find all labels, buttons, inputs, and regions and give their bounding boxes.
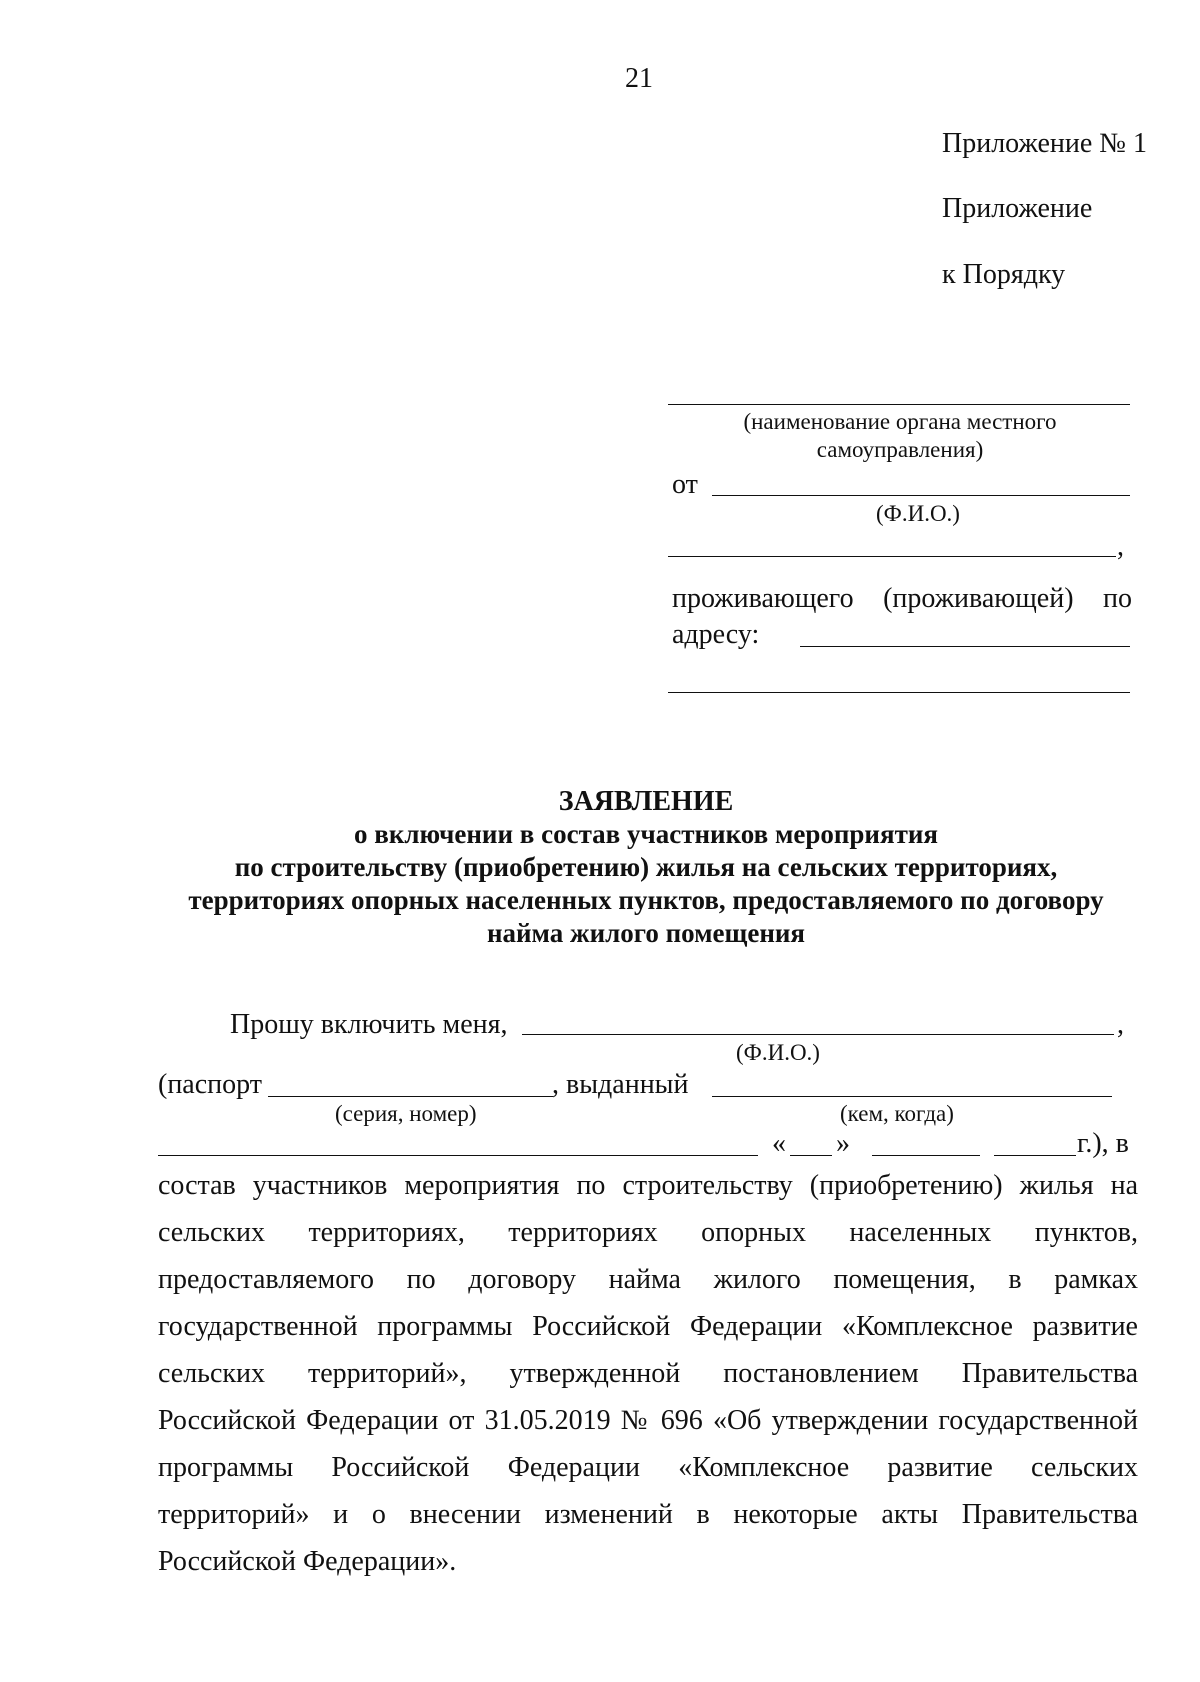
date-month-line: [872, 1155, 980, 1156]
document-title: ЗАЯВЛЕНИЕ: [558, 786, 734, 817]
address-line-2: [668, 692, 1130, 693]
series-hint: (серия, номер): [335, 1101, 477, 1126]
residing-word-2: (проживающей): [883, 583, 1074, 614]
from-label: от: [672, 469, 698, 500]
address-line-1: [800, 646, 1130, 647]
applicant-fio-hint: (Ф.И.О.): [876, 501, 960, 526]
page-number: 21: [625, 63, 653, 94]
applicant-name-line: [712, 495, 1130, 496]
passport-series-line: [268, 1096, 553, 1097]
issued-label: , выданный: [552, 1069, 689, 1100]
org-name-hint: (наименование органа местного самоуправления): [743, 409, 1057, 462]
request-fio-hint: (Ф.И.О.): [736, 1040, 820, 1065]
residing-label: [672, 582, 1132, 616]
address-label: адресу:: [672, 619, 760, 650]
issuer-line: [158, 1155, 758, 1156]
title-line-2: по строительству (приобретению) жилья на сельских территориях,: [234, 852, 1058, 882]
residing-word-3: по: [1103, 583, 1132, 614]
applicant-name-line-2: [668, 556, 1116, 557]
appendix-number: Приложение № 1: [942, 128, 1147, 159]
org-name-line: [668, 404, 1130, 405]
title-line-3: территориях опорных населенных пунктов, предоставляемого по договору: [188, 885, 1104, 915]
request-label: Прошу включить меня,: [230, 1009, 508, 1040]
residing-word-1: проживающего: [672, 583, 854, 614]
date-quote-close: »: [836, 1128, 850, 1159]
issued-by-line: [712, 1096, 1112, 1097]
applicant-name-comma: ,: [1117, 531, 1124, 562]
passport-label: (паспорт: [158, 1069, 263, 1100]
date-quote-open: «: [772, 1128, 786, 1159]
request-comma: ,: [1117, 1009, 1124, 1040]
title-line-1: о включении в состав участников мероприятия: [354, 819, 938, 849]
to-order-label: к Порядку: [942, 259, 1066, 290]
body-paragraph: состав участников мероприятия по строительству (приобретению) жилья на сельских территориях, территориях опорных населенных пунктов, предоставляемого по договору найма жилого помещения, в рамках государственной программы Российской Федерации «Комплексное развитие сельских территорий», утвержденной постановлением Правительства Российской Федерации от 31.05.2019 № 696 «Об утверждении государственной программы Российской Федерации «Комплексное развитие сельских территорий» и о внесении изменений в некоторые акты Правительства Российской Федерации».: [158, 1170, 1138, 1577]
year-suffix: г.), в: [1077, 1128, 1129, 1159]
date-day-line: [790, 1155, 832, 1156]
appendix-label: Приложение: [942, 193, 1093, 224]
issued-by-hint: (кем, когда): [840, 1101, 954, 1126]
request-fio-line: [522, 1034, 1114, 1035]
date-year-line: [994, 1155, 1076, 1156]
title-line-4: найма жилого помещения: [486, 918, 806, 948]
